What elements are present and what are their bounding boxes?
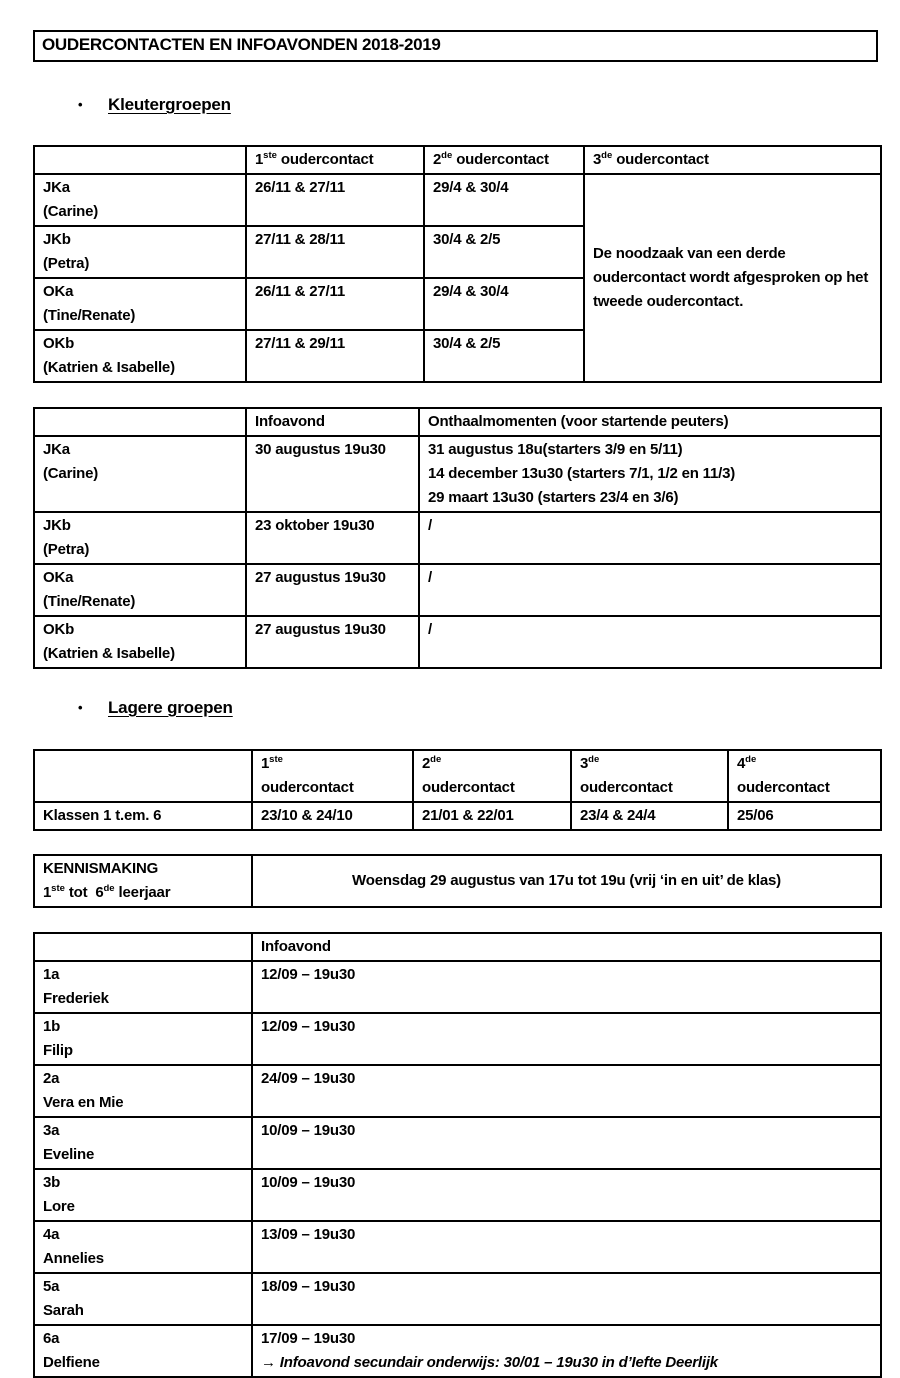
header-cell-onthaalmomenten: Onthaalmomenten (voor startende peuters) [419,408,881,436]
cell-oudercontact-4: 25/06 [728,802,881,830]
table-header-row [34,408,881,436]
header-cell-2de-oudercontact: 2de oudercontact [413,750,571,802]
cell-oudercontact-2: 29/4 & 30/4 [424,174,584,226]
cell-oudercontact-2: 30/4 & 2/5 [424,226,584,278]
cell-kennismaking-label: KENNISMAKING 1ste tot 6de leerjaar [34,855,252,907]
table-row [34,802,881,830]
header-cell-1ste-oudercontact: 1ste oudercontact [252,750,413,802]
header-cell-empty [34,146,246,174]
cell-klassen-label: Klassen 1 t.em. 6 [34,802,252,830]
table-row [34,1221,881,1273]
table-row [34,855,881,907]
cell-infoavond: 27 augustus 19u30 [246,564,419,616]
cell-onthaalmomenten: 31 augustus 18u(starters 3/9 en 5/11) 14 december 13u30 (starters 7/1, 1/2 en 11/3) 29 maart 13u30 (starters 23/4 en 3/6) [419,436,881,512]
cell-infoavond-time: 12/09 – 19u30 [252,1013,881,1065]
cell-oudercontact-3: 23/4 & 24/4 [571,802,728,830]
table-kennismaking [33,854,882,908]
cell-infoavond: 23 oktober 19u30 [246,512,419,564]
table-row [34,1065,881,1117]
cell-infoavond-time: 13/09 – 19u30 [252,1221,881,1273]
cell-class: 1b Filip [34,1013,252,1065]
cell-oudercontact-1: 23/10 & 24/10 [252,802,413,830]
section-heading-kleutergroepen [78,95,880,115]
note-secundair-onderwijs: → Infoavond secundair onderwijs: 30/01 – 19u30 in d’Iefte Deerlijk [261,1354,718,1371]
cell-class: 3a Eveline [34,1117,252,1169]
cell-class: 2a Vera en Mie [34,1065,252,1117]
cell-infoavond-time: 18/09 – 19u30 [252,1273,881,1325]
document-title: OUDERCONTACTEN EN INFOAVONDEN 2018-2019 [33,30,878,62]
section-heading-label: Lagere groepen [108,698,233,717]
table-row [34,1013,881,1065]
header-cell-empty [34,408,246,436]
cell-note-derde-oudercontact: De noodzaak van een derde oudercontact wordt afgesproken op het tweede oudercontact. [584,174,881,382]
table-row [34,1117,881,1169]
table-row [34,1325,881,1377]
cell-kennismaking-value: Woensdag 29 augustus van 17u tot 19u (vrij ‘in en uit’ de klas) [252,855,881,907]
cell-group: JKa (Carine) [34,436,246,512]
cell-infoavond-time: 17/09 – 19u30 → Infoavond secundair onderwijs: 30/01 – 19u30 in d’Iefte Deerlijk [252,1325,881,1377]
cell-class: 1a Frederiek [34,961,252,1013]
cell-infoavond-time: 10/09 – 19u30 [252,1117,881,1169]
section-heading-lagere-groepen [78,698,880,718]
cell-oudercontact-2: 30/4 & 2/5 [424,330,584,382]
header-cell-4de-oudercontact: 4de oudercontact [728,750,881,802]
table-header-row [34,933,881,961]
table-row [34,174,881,226]
cell-group: OKb (Katrien & Isabelle) [34,330,246,382]
header-cell-empty [34,750,252,802]
cell-oudercontact-1: 26/11 & 27/11 [246,174,424,226]
table-header-row [34,750,881,802]
table-row [34,1169,881,1221]
cell-onthaalmomenten: / [419,616,881,668]
section-heading-label: Kleutergroepen [108,95,231,114]
cell-oudercontact-2: 29/4 & 30/4 [424,278,584,330]
table-lager-infoavond [33,932,882,1378]
table-kleuter-oudercontact [33,145,882,383]
table-lager-oudercontact [33,749,882,831]
header-cell-1ste-oudercontact: 1ste oudercontact [246,146,424,174]
table-row [34,616,881,668]
cell-group: JKb (Petra) [34,226,246,278]
cell-oudercontact-2: 21/01 & 22/01 [413,802,571,830]
cell-onthaalmomenten: / [419,512,881,564]
cell-group: JKa (Carine) [34,174,246,226]
cell-group: OKa (Tine/Renate) [34,564,246,616]
cell-infoavond: 30 augustus 19u30 [246,436,419,512]
table-row [34,436,881,512]
header-cell-infoavond: Infoavond [246,408,419,436]
cell-infoavond: 27 augustus 19u30 [246,616,419,668]
cell-oudercontact-1: 27/11 & 29/11 [246,330,424,382]
cell-class: 4a Annelies [34,1221,252,1273]
header-cell-3de-oudercontact: 3de oudercontact [571,750,728,802]
bullet-icon: • [78,700,83,715]
cell-group: JKb (Petra) [34,512,246,564]
table-row [34,512,881,564]
cell-infoavond-time: 10/09 – 19u30 [252,1169,881,1221]
table-row [34,564,881,616]
cell-class: 5a Sarah [34,1273,252,1325]
cell-onthaalmomenten: / [419,564,881,616]
cell-oudercontact-1: 26/11 & 27/11 [246,278,424,330]
header-cell-2de-oudercontact: 2de oudercontact [424,146,584,174]
cell-class: 3b Lore [34,1169,252,1221]
cell-group: OKa (Tine/Renate) [34,278,246,330]
header-cell-infoavond: Infoavond [252,933,881,961]
header-cell-empty [34,933,252,961]
table-row [34,1273,881,1325]
table-kleuter-infoavond [33,407,882,669]
cell-infoavond-time: 24/09 – 19u30 [252,1065,881,1117]
cell-class: 6a Delfiene [34,1325,252,1377]
table-row [34,961,881,1013]
cell-oudercontact-1: 27/11 & 28/11 [246,226,424,278]
table-header-row [34,146,881,174]
header-cell-3de-oudercontact: 3de oudercontact [584,146,881,174]
cell-infoavond-time: 12/09 – 19u30 [252,961,881,1013]
bullet-icon: • [78,97,83,112]
cell-group: OKb (Katrien & Isabelle) [34,616,246,668]
